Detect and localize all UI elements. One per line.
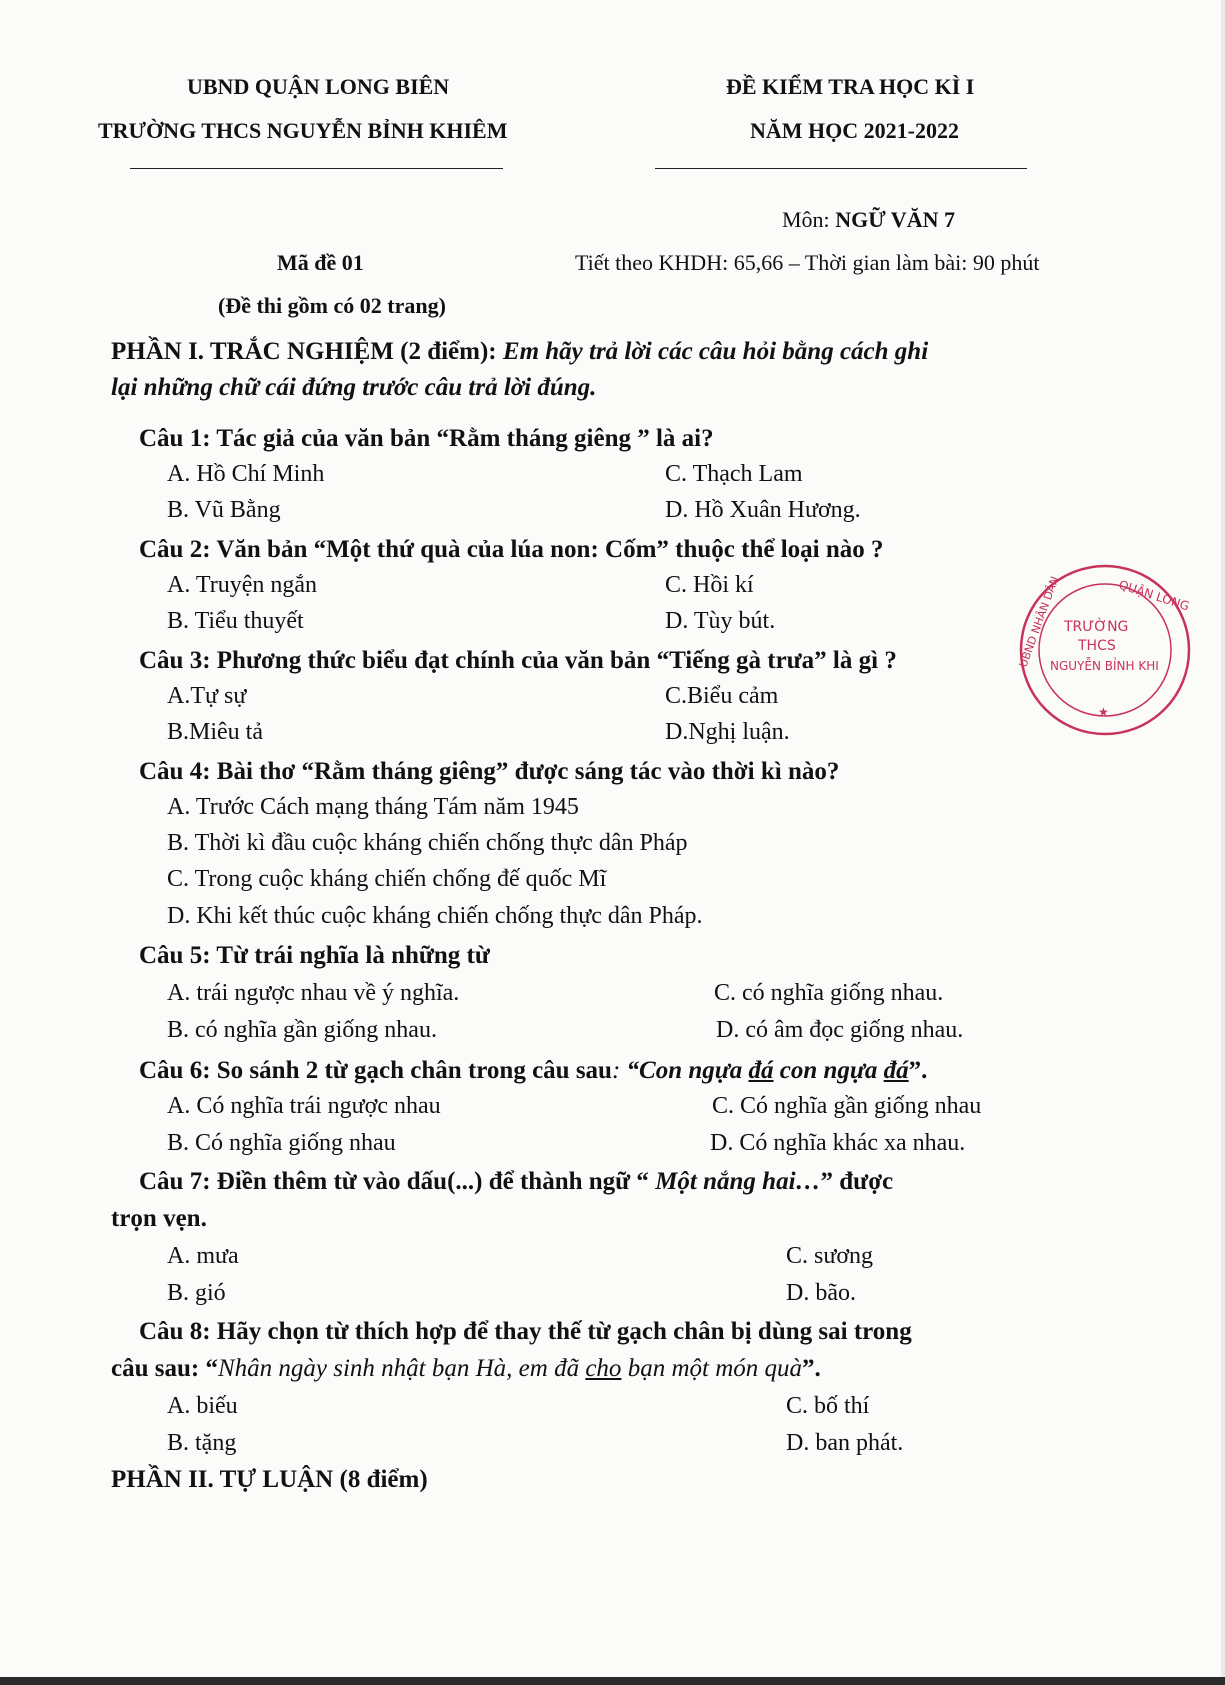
q1-answer-a: A. Hồ Chí Minh (167, 461, 325, 487)
q8-answer-d: D. ban phát. (786, 1430, 904, 1456)
q8-underlined-word: cho (585, 1355, 622, 1382)
q5-answer-a: A. trái ngược nhau về ý nghĩa. (167, 980, 460, 1006)
q8-text-end: ”. (802, 1355, 821, 1382)
q8-continuation (111, 1355, 821, 1383)
school-stamp (1010, 558, 1192, 743)
q7-text-end: ” được (820, 1168, 894, 1195)
question-1: Câu 1: Tác giả của văn bản “Rằm tháng giêng ” là ai? (139, 425, 714, 452)
part1-instruction-cont (111, 374, 596, 402)
q6-underlined-word-1: đá (748, 1057, 774, 1084)
q4-answer-d: D. Khi kết thúc cuộc kháng chiến chống thực dân Pháp. (167, 903, 703, 929)
q7-answer-a: A. mưa (167, 1243, 239, 1269)
q8-text: : Hãy chọn từ thích hợp để thay thế từ gạch chân bị dùng sai trong (202, 1318, 912, 1345)
q6-answer-b: B. Có nghĩa giống nhau (167, 1130, 396, 1156)
question-7 (139, 1168, 893, 1196)
q6-answer-c: C. Có nghĩa gần giống nhau (712, 1093, 982, 1119)
stamp-left-arc: UBND NHÂN DÂN (1016, 574, 1062, 670)
header-right-rule (655, 168, 1027, 169)
q3-answer-c: C.Biểu cảm (665, 683, 779, 709)
subject-label: Môn: (782, 207, 836, 232)
q6-quote-1: “Con ngựa (626, 1057, 749, 1084)
q7-answer-d: D. bão. (786, 1280, 856, 1306)
subject-line (782, 207, 955, 233)
q8-sentence-2: bạn một món quà (621, 1355, 802, 1382)
q8-label: Câu 8 (139, 1318, 203, 1345)
q6-label: Câu 6: So sánh 2 từ gạch chân trong câu sau (139, 1057, 612, 1084)
header-district: UBND QUẬN LONG BIÊN (187, 74, 450, 99)
q1-answer-d: D. Hồ Xuân Hương. (665, 497, 861, 523)
q1-answer-c: C. Thạch Lam (665, 461, 803, 487)
question-8 (139, 1318, 912, 1346)
q8-answer-a: A. biếu (167, 1393, 238, 1419)
q6-answer-d: D. Có nghĩa khác xa nhau. (710, 1130, 966, 1156)
q3-answer-a: A.Tự sự (167, 683, 247, 709)
part1-heading (111, 338, 928, 366)
q2-answer-b: B. Tiểu thuyết (167, 608, 304, 634)
q1-answer-b: B. Vũ Bằng (167, 497, 281, 523)
q3-answer-d: D.Nghị luận. (665, 719, 790, 745)
part2-heading: PHẦN II. TỰ LUẬN (8 điểm) (111, 1466, 428, 1493)
q2-answer-d: D. Tùy bút. (665, 608, 776, 634)
part1-title: PHẦN I. TRẮC NGHIỆM (2 điểm): (111, 338, 503, 365)
exam-title: ĐỀ KIỂM TRA HỌC KÌ I (726, 74, 975, 99)
subject-name: NGỮ VĂN 7 (835, 207, 955, 232)
q3-answer-b: B.Miêu tả (167, 719, 263, 745)
stamp-line-3: NGUYỄN BỈNH KHI (1050, 659, 1159, 673)
question-2: Câu 2: Văn bản “Một thứ quà của lúa non: Cốm” thuộc thể loại nào ? (139, 536, 884, 563)
q7-answer-b: B. gió (167, 1280, 226, 1306)
part1-instruction: Em hãy trả lời các câu hỏi bằng cách ghi (502, 338, 929, 365)
question-3: Câu 3: Phương thức biểu đạt chính của văn bản “Tiếng gà trưa” là gì ? (139, 647, 897, 674)
stamp-line-1: TRƯỜNG (1064, 619, 1129, 635)
header-school: TRƯỜNG THCS NGUYỄN BỈNH KHIÊM (98, 118, 508, 143)
exam-code: Mã đề 01 (277, 250, 364, 275)
q8-answer-b: B. tặng (167, 1430, 237, 1456)
q7-continuation: trọn vẹn. (111, 1205, 207, 1232)
q6-colon: : (611, 1057, 627, 1084)
q7-phrase: Một nắng hai… (655, 1168, 821, 1195)
q6-underlined-word-2: đá (883, 1057, 909, 1084)
exam-duration: Tiết theo KHDH: 65,66 – Thời gian làm bài: 90 phút (575, 250, 1040, 275)
page-edge (1221, 0, 1225, 1685)
stamp-line-2: THCS (1078, 638, 1116, 654)
q8-text-2: câu sau: “ (111, 1355, 218, 1382)
q6-quote-end: ”. (908, 1057, 928, 1084)
stamp-top-arc: QUẬN LONG (1117, 577, 1192, 614)
scan-bottom-band (0, 1677, 1225, 1685)
school-year: NĂM HỌC 2021-2022 (750, 118, 959, 143)
q4-answer-b: B. Thời kì đầu cuộc kháng chiến chống thực dân Pháp (167, 830, 688, 856)
q2-answer-c: C. Hồi kí (665, 572, 754, 598)
q4-answer-c: C. Trong cuộc kháng chiến chống đế quốc Mĩ (167, 866, 607, 892)
part1-instruction-2: lại những chữ cái đứng trước câu trả lời đúng. (111, 374, 597, 401)
q6-quote-2: con ngựa (773, 1057, 884, 1084)
stamp-star-icon: ★ (1098, 705, 1109, 719)
page-count: (Đề thi gồm có 02 trang) (218, 293, 446, 318)
question-4: Câu 4: Bài thơ “Rằm tháng giêng” được sáng tác vào thời kì nào? (139, 758, 840, 785)
q4-answer-a: A. Trước Cách mạng tháng Tám năm 1945 (167, 794, 579, 820)
q5-answer-c: C. có nghĩa giống nhau. (714, 980, 944, 1006)
q7-text: : Điền thêm từ vào dấu(...) để thành ngữ “ (202, 1168, 656, 1195)
q8-sentence-1: Nhân ngày sinh nhật bạn Hà, em đã (217, 1355, 586, 1382)
q5-answer-b: B. có nghĩa gần giống nhau. (167, 1017, 437, 1043)
q6-answer-a: A. Có nghĩa trái ngược nhau (167, 1093, 441, 1119)
header-left-rule (130, 168, 503, 169)
q5-answer-d: D. có âm đọc giống nhau. (716, 1017, 964, 1043)
q2-answer-a: A. Truyện ngắn (167, 572, 318, 598)
question-5: Câu 5: Từ trái nghĩa là những từ (139, 942, 490, 969)
question-6 (139, 1057, 927, 1085)
q8-answer-c: C. bố thí (786, 1393, 870, 1419)
q7-answer-c: C. sương (786, 1243, 874, 1269)
q7-label: Câu 7 (139, 1168, 203, 1195)
